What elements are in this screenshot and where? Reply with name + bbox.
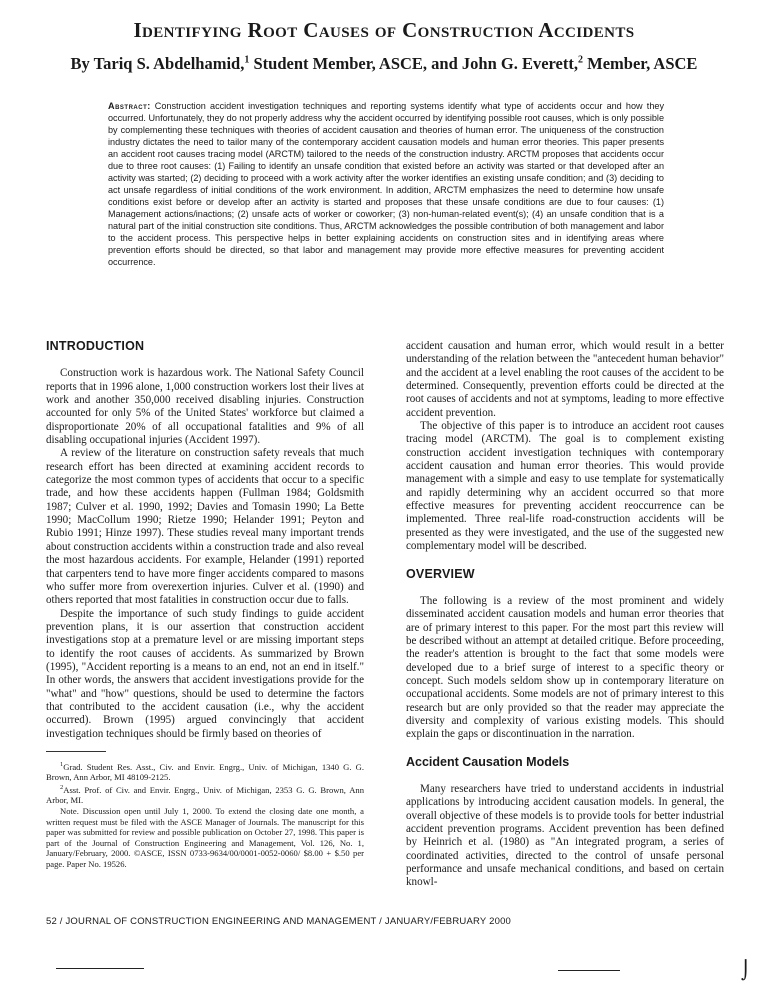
paragraph: Many researchers have tried to understand accidents in industrial applications by introducing accident causation models. In general, the overall objective of these models is to provide tools for better industrial accident prevention programs. Accident prevention has been defined by Heinrich et al. (1980) as "An integrated program, a series of coordinated activities, directed to the control of unsafe personal performance and unsafe mechanical conditions, and based on certain knowl- bbox=[406, 782, 724, 889]
paragraph: The following is a review of the most prominent and widely disseminated accident causation models and human error theories that are of primary interest to this paper. For the most part this review will be described without an attempt at detailed critique. Before proceeding, the reader's attention is brought to the fact that some models were developed due to a brief surge of interest to a specific theory or concept. Such models seldom show up in contemporary literature on occupational accidents. Some models are not of primary interest to this research but are only provided so that the reader may appreciate the diversity and complexity of various existing models. This should explain the gaps or discontinuation in the narration. bbox=[406, 594, 724, 741]
right-column bbox=[406, 340, 724, 890]
paragraph: accident causation and human error, which would result in a better understanding of the relation between the "antecedent human behavior" and the accident at a level enabling the root causes of the accident to be determined. Consequently, prevention efforts could be directed at the root causes of accidents and not at symptoms, leading to more effective accident prevention. bbox=[406, 340, 724, 419]
author-prefix: By Tariq S. Abdelhamid, bbox=[70, 54, 245, 73]
abstract-text: Construction accident investigation techniques and reporting systems identify what type of accidents occur and how they occurred. Unfortunately, they do not properly address why the accident occurred by identifying possible root causes, which is only possible by complementing these techniques with theories of accident causation and theories of human error. The uniqueness of the construction industry dictates the need to tailor many of the contemporary accident causation models and human error theories. This paper presents an accident root causes tracing model (ARCTM) tailored to the needs of the construction industry. ARCTM proposes that accidents occur due to three root causes: (1) Failing to identify an unsafe condition that existed before an activity was started or that developed after an activity was started; (2) deciding to proceed with a work activity after the worker identifies an existing unsafe condition; and (3) deciding to act unsafe regardless of initial conditions of the work environment. In addition, ARCTM emphasizes the need to determine how unsafe conditions exist before or develop after an activity is started and proposes that these unsafe conditions are due to four causes: (1) Management actions/inactions; (2) unsafe acts of worker or coworker; (3) non-human-related event(s); (4) an unsafe condition that is a natural part of the initial construction site conditions. Thus, ARCTM acknowledges the possible contribution of both management and labor to the accident process. This perspective helps in better explaining accidents on construction sites and in identifying areas where prevention efforts should be directed, so that labor and management may provide more effective measures for preventing accident occurrence. bbox=[108, 101, 664, 267]
abstract bbox=[108, 100, 664, 268]
footnote-divider bbox=[46, 751, 106, 752]
paper-title: Identifying Root Causes of Construction Accidents bbox=[133, 18, 635, 42]
scan-mark-line bbox=[56, 968, 144, 969]
scan-corner-mark: ⌡ bbox=[741, 960, 751, 981]
subsection-heading: Accident Causation Models bbox=[406, 754, 570, 769]
footnote-text: Grad. Student Res. Asst., Civ. and Envir. Engrg., Univ. of Michigan, 1340 G. G. Brown, Ann Arbor, MI 48109-2125. bbox=[46, 761, 364, 783]
paragraph: The objective of this paper is to introduce an accident root causes tracing model (ARCTM). The goal is to complement existing construction accident investigation techniques with contemporary accident causation and human error theories. This would provide management with a simple and easy to use template for systematically and rapidly determining why an accident occurred so that more effective measures for preventing accident reoccurrence can be implemented. Three real-life road-construction accidents will be presented as they were investigated, and the use of the suggested new complementary model will be described. bbox=[406, 420, 724, 553]
footnote-text: Asst. Prof. of Civ. and Envir. Engrg., Univ. of Michigan, 2353 G. G. Brown, Ann Arbor, MI. bbox=[46, 784, 364, 806]
scan-mark-line bbox=[558, 970, 620, 971]
page-footer: 52 / JOURNAL OF CONSTRUCTION ENGINEERING AND MANAGEMENT / JANUARY/FEBRUARY 2000 bbox=[46, 916, 512, 927]
section-heading-overview: OVERVIEW bbox=[406, 566, 475, 581]
footnote-mark: 2 bbox=[60, 784, 64, 792]
paragraph: Construction work is hazardous work. The National Safety Council reports that in 1996 alone, 1,000 construction workers lost their lives at work and another 350,000 received disabling injuries. Construction accounted for only 5% of the United States' workforce but claimed a disproportionate 20% of all occupational fatalities and 9% of all disabling occupational injuries (Accident 1997). bbox=[46, 367, 364, 447]
section-heading-introduction: INTRODUCTION bbox=[46, 339, 145, 353]
left-column bbox=[46, 340, 364, 870]
spacer bbox=[406, 742, 724, 756]
author2-role: Member, ASCE bbox=[583, 54, 698, 73]
paragraph: A review of the literature on construction safety reveals that much research effort has been directed at examining accident records to categorize the most common types of accidents that occur to a specific trade, and how these accidents happen (Fullman 1984; Goldsmith 1987; Culver et al. 1990, 1992; Davies and Tomasin 1990; La Bette 1990; MacCollum 1990; Rietze 1990; Helander 1991; Peyton and Rubio 1991; Hinze 1997). These studies reveal many important trends about construction accidents within a construction trade and also reveal the most hazardous accidents. For example, Helander (1991) reported that carpenters tend to have more finger accidents compared to masons who suffer more from overexertion injuries. Culver et al. (1990) and others reported that most fatalities in construction occur due to falls. bbox=[46, 447, 364, 607]
spacer bbox=[406, 554, 724, 568]
author2-footnote-mark: 2 bbox=[578, 54, 583, 66]
author-line bbox=[0, 54, 768, 74]
abstract-label: Abstract: bbox=[108, 101, 151, 111]
footnote-mark: 1 bbox=[60, 760, 64, 768]
footnote-note: Note. Discussion open until July 1, 2000. To extend the closing date one month, a written request must be filed with the ASCE Manager of Journals. The manuscript for this paper was submitted for review and possible publication on October 27, 1998. This paper is part of the Journal of Construction Engineering and Management, Vol. 126, No. 1, January/February, 2000. ©ASCE, ISSN 0733-9634/00/0001-0052-0060/ $8.00 + $.50 per page. Paper No. 19526. bbox=[46, 806, 364, 870]
footnote-author1 bbox=[46, 760, 364, 783]
author1-footnote-mark: 1 bbox=[244, 54, 250, 66]
footnote-author2 bbox=[46, 783, 364, 806]
author1-role: Student Member, ASCE, and John G. Everett, bbox=[249, 54, 578, 73]
paragraph: Despite the importance of such study findings to guide accident prevention plans, it is our assertion that construction accident investigations stop at a premature level or are missing important steps to identify the root causes of accidents. As summarized by Brown (1995), "Accident reporting is a means to an end, not an end in itself." In other words, the answers that accident investigations provide for the "what" and "how" questions, should be used to determine the factors that contributed to the accident causation (i.e., why the accident occurred). Brown (1995) argued convincingly that accident investigation techniques should be firmly based on theories of bbox=[46, 607, 364, 740]
